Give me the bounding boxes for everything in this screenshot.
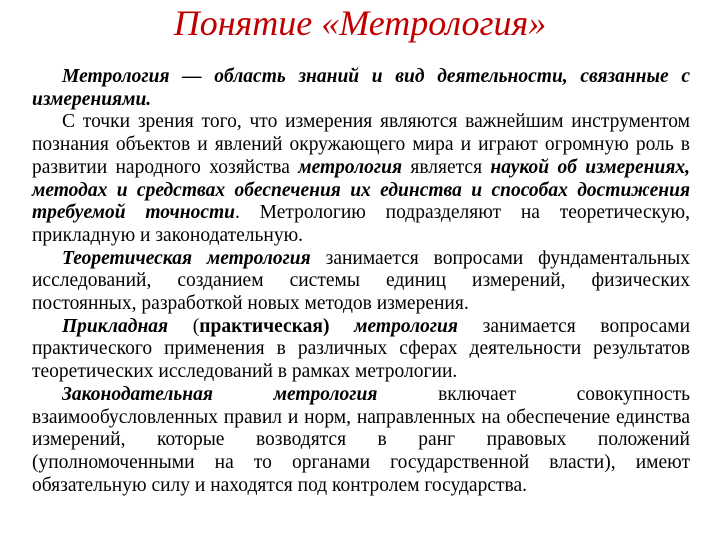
text-run: наукой об измерениях, методах и средствах обеспечения их единства и способах достижения требуемой точности <box>32 156 690 224</box>
slide-title: Понятие «Метрология» <box>173 3 547 43</box>
text-run: Метрология — область знаний и вид деятельности, связанные с измерениями. <box>32 66 690 110</box>
text-run: занимается вопросами фундаментальных исследований, созданием системы единиц измерений, физических постоянных, разработкой новых методов измерения. <box>32 247 690 315</box>
text-run: практическая) <box>199 315 330 337</box>
paragraph-applied <box>32 316 690 384</box>
text-run: ( <box>168 315 200 337</box>
text-run: С точки зрения того, что измерения являются важнейшим инструментом познания объектов и явлений окружающего мира и играют огромную роль в развитии народного хозяйства <box>32 111 690 178</box>
text-run: Законодательная метрология <box>62 383 378 405</box>
paragraph-definition <box>32 66 690 111</box>
text-run: метрология <box>298 156 403 178</box>
text-run: является <box>402 156 491 178</box>
text-run: метрология <box>354 315 458 337</box>
text-run: . Метрологию подразделяют на теоретическую, прикладную и законодательную. <box>32 202 690 246</box>
text-run: Теоретическая метрология <box>62 247 311 269</box>
paragraph-theoretical <box>32 248 690 316</box>
text-run: занимается вопросами практического применения в различных сферах деятельности результатов теоретических исследований в рамках метрологии. <box>32 315 691 383</box>
paragraph-overview <box>32 111 690 247</box>
paragraph-legal <box>32 384 690 498</box>
text-run <box>329 316 354 337</box>
slide-body <box>32 66 690 497</box>
text-run: Прикладная <box>62 315 169 337</box>
text-run: включает совокупность взаимообусловленных правил и норм, направленных на обеспечение единства измерений, которые возводятся в ранг правовых положений (уполномоченными на то органами государственной власти), имеют обязательную силу и находятся под контролем государства. <box>32 383 691 496</box>
